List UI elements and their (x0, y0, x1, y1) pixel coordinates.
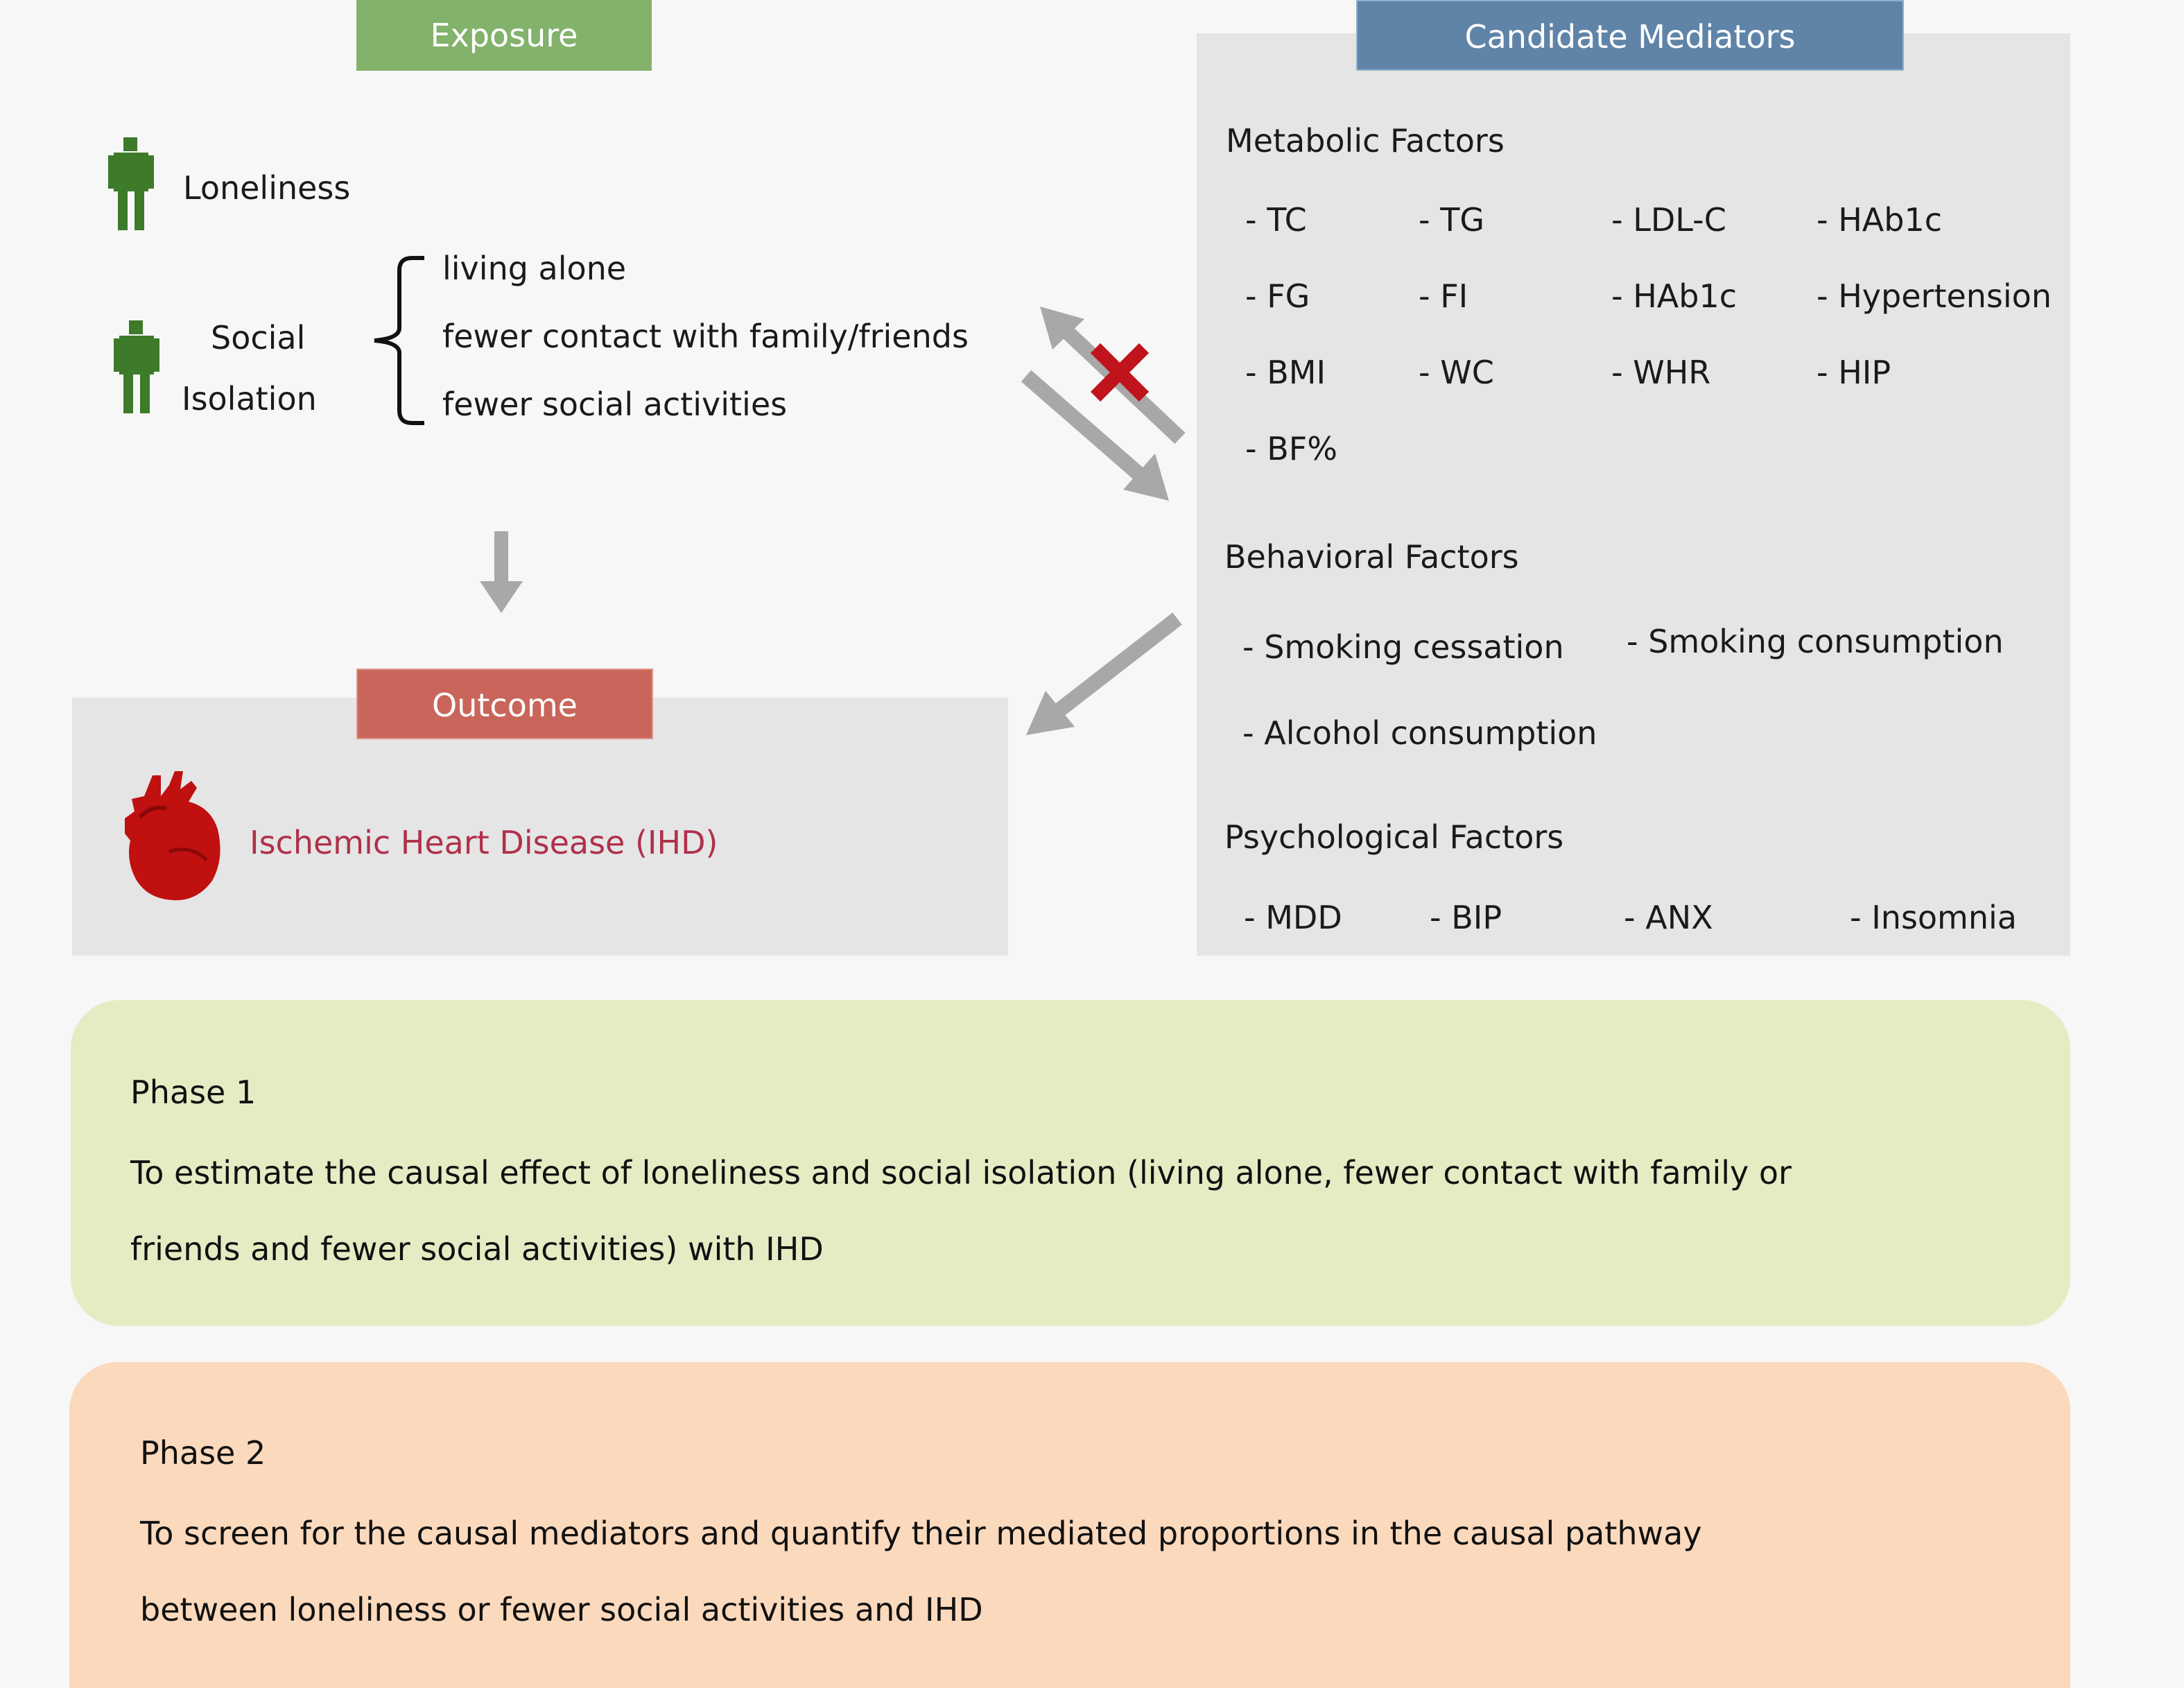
phase1-title: Phase 1 (130, 1074, 257, 1111)
mediators-panel (1197, 33, 2070, 956)
phase1-description-line2: friends and fewer social activities) with IHD (130, 1230, 824, 1268)
behavioral-factors-title: Behavioral Factors (1224, 538, 1519, 576)
metabolic-item: - TG (1419, 201, 1484, 239)
psychological-item: - MDD (1244, 899, 1342, 936)
isolation-item-living-alone: living alone (442, 250, 627, 287)
metabolic-item: - FI (1419, 277, 1468, 315)
cross-icon (1090, 343, 1150, 402)
exposure-header: Exposure (356, 0, 652, 71)
metabolic-item: - HAb1c (1817, 201, 1943, 239)
metabolic-item: - BMI (1245, 354, 1326, 391)
phase2-description-line2: between loneliness or fewer social activities and IHD (140, 1591, 983, 1628)
metabolic-item: - WC (1419, 354, 1494, 391)
mediators-header: Candidate Mediators (1356, 0, 1904, 71)
psychological-factors-title: Psychological Factors (1224, 818, 1564, 856)
phase2-description-line1: To screen for the causal mediators and quantify their mediated proportions in the causal pathway (140, 1515, 1702, 1552)
psychological-item: - Insomnia (1850, 899, 2017, 936)
psychological-item: - ANX (1624, 899, 1713, 936)
metabolic-item: - BF% (1245, 430, 1337, 467)
phase2-title: Phase 2 (140, 1434, 266, 1472)
arrow-icon (1023, 610, 1183, 742)
behavioral-item: - Smoking cessation (1242, 628, 1564, 666)
outcome-label: Ischemic Heart Disease (IHD) (250, 824, 718, 861)
metabolic-item: - HIP (1817, 354, 1891, 391)
heart-icon (125, 768, 225, 903)
metabolic-item: - HAb1c (1611, 277, 1737, 315)
social-isolation-line1: Social (211, 319, 306, 356)
metabolic-factors-title: Metabolic Factors (1226, 122, 1505, 160)
metabolic-item: - WHR (1611, 354, 1711, 391)
outcome-header: Outcome (356, 669, 653, 739)
phase1-description-line1: To estimate the causal effect of loneliness and social isolation (living alone, fewer contact with family or (130, 1154, 1792, 1191)
social-isolation-line2: Isolation (182, 380, 317, 417)
person-icon (104, 135, 159, 232)
metabolic-item: - LDL-C (1611, 201, 1726, 239)
loneliness-label: Loneliness (183, 169, 351, 207)
metabolic-item: - FG (1245, 277, 1310, 315)
isolation-item-fewer-contact: fewer contact with family/friends (442, 318, 969, 355)
isolation-item-fewer-activities: fewer social activities (442, 386, 788, 423)
metabolic-item: - Hypertension (1817, 277, 2052, 315)
psychological-item: - BIP (1430, 899, 1502, 936)
behavioral-item: - Alcohol consumption (1242, 714, 1597, 752)
metabolic-item: - TC (1245, 201, 1307, 239)
brace-icon (372, 255, 427, 426)
arrow-icon (477, 531, 526, 616)
person-icon (110, 318, 165, 415)
behavioral-item: - Smoking consumption (1627, 623, 2004, 660)
